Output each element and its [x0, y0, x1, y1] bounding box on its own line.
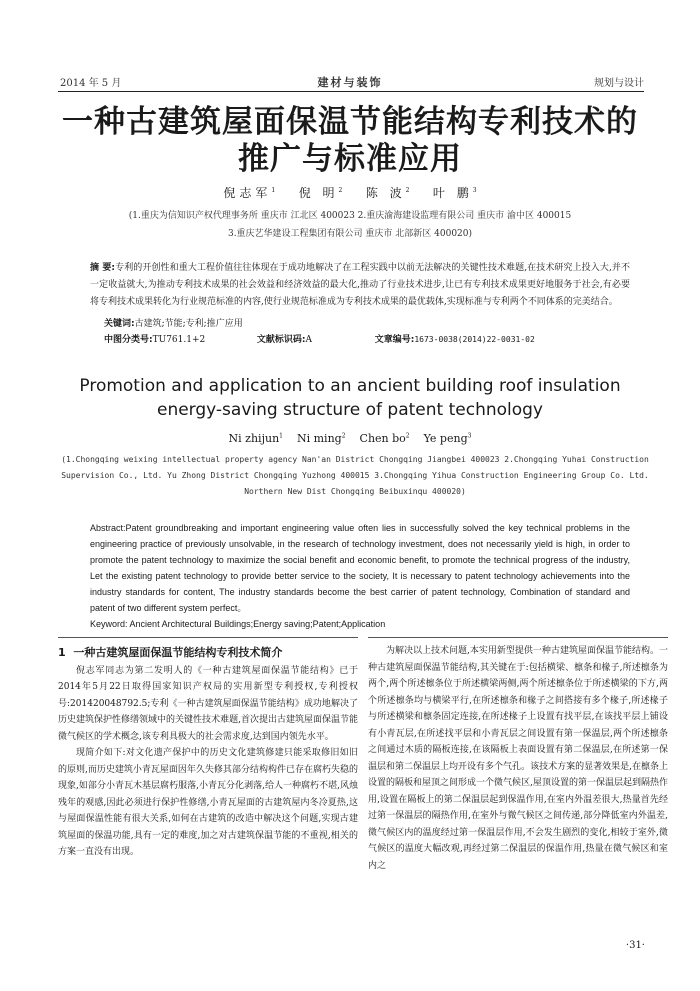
- authors-en: [0, 432, 700, 445]
- header-journal: 建材与装饰: [317, 76, 383, 89]
- body-paragraph: 现简介如下:对文化遗产保护中的历史文化建筑修建只能采取修旧如旧的原则,而历史建筑小青瓦屋面因年久失修其部分结构构件已存在腐朽失稳的现象,如部分小青瓦木基层腐朽服落,小青瓦分化剥落,给人一种腐朽不堪,风烛残年的观感,因此必须进行保护性修缮,小青瓦屋面的古建筑屋内冬冷夏热,这与屋面保温性能有很大关系,如何在古建筑的改造中解决这个问题,实现古建筑屋面的保温功能,具有一定的难度,加之对古建筑保温节能的不重视,相关的方案一直没有出现。: [58, 748, 358, 857]
- author-cn: 陈 波$^2$: [365, 186, 410, 200]
- author-en: Ye peng$^3$: [423, 432, 472, 445]
- keywords-en: Keyword: Ancient Architectural Buildings;Energy saving;Patent;Application: [90, 619, 386, 629]
- author-cn: 叶 鹏$^3$: [432, 186, 477, 200]
- title-cn-line2: 推广与标准应用: [238, 141, 462, 177]
- author-en: Ni zhijun$^1$: [228, 432, 283, 445]
- page-number: ·31·: [625, 940, 645, 951]
- right-column: [368, 643, 668, 888]
- classification-row: [104, 332, 624, 345]
- body-paragraph: 为解决以上技术问题,本实用新型提供一种古建筑屋面保温节能结构。一种古建筑屋面保温节能结构,其关键在于:包括横梁、檩条和椽子,所述檩条为两个,两个所述檩条位于所述横梁两侧,两个所述檩条位于所述横梁的下方,两个所述檩条均与横梁平行,在所述檩条和椽子之间搭接有多个椽子,所述椽子与所述横梁和檩条固定连接,在所述椽子上设置有找平层,在该找平层上铺设有小青瓦层,在所述找平层和小青瓦层之间设置有第一保温层,两个所述檩条之间通过木质的隔板连接,在该隔板上表面设置有第二保温层,在所述第一保温层和第二保温层上均开设有多个气孔。该技术方案的显著效果是,在檩条上设置的隔板和屋顶之间形成一个微气候区,屋顶设置的第一保温层起到隔热作用,设置在隔板上的第二保温层起到保温作用,在室内外温差很大,热量首先经过第一保温层的隔热作用,在室外与微气候区之间传递,部分降低室内外温差,微气候区内的温度经过第一保温层作用,不会发生剧烈的变化,相较于室外,微气候区的温度大幅改观,再经过第二保温层的保温作用,热量在微气候区和室内之: [368, 646, 668, 871]
- right-column-rule: [368, 637, 668, 638]
- author-cn: 倪志军$^1$: [223, 186, 276, 200]
- title-en-line2: energy-saving structure of patent technology: [156, 400, 543, 420]
- left-column: [58, 645, 358, 861]
- classification: 中图分类号:TU761.1+2: [104, 335, 206, 345]
- paper-title-en: [40, 374, 660, 422]
- keywords-cn-label: 关键词:: [104, 319, 135, 329]
- affiliation-cn-line2: 3.重庆艺华建设工程集团有限公司 重庆市 北部新区 400020): [227, 229, 473, 239]
- author-en: Chen $bo^2$: [359, 432, 410, 445]
- abstract-en-label: Abstract:: [90, 523, 126, 533]
- affiliation-en-line3: Northern New Dist Chongqing Beibuxinqu 400020): [244, 487, 466, 496]
- abstract-en: [90, 520, 630, 632]
- keywords-cn-text: 古建筑;节能;专利;推广应用: [134, 319, 243, 329]
- doc-code: 文献标识码:A: [256, 335, 312, 345]
- left-column-rule: [58, 637, 358, 638]
- affiliation-en-line1: (1.Chongqing weixing intellectual property agency Nan'an District Chongqing Jiangbei 400023 2.Chongqing Yuhai Construction: [61, 455, 649, 464]
- affiliation-en-line2: Supervision Co., Ltd. Yu Zhong District Chongqing Yuzhong 400015 3.Chongqing Yihua Construction Engineering Group Co. Ltd.: [61, 471, 649, 480]
- body-paragraph: 倪志军同志为第二发明人的《一种古建筑屋面保温节能结构》已于2014年5月22日取得国家知识产权局的实用新型专利授权,专利授权号:201420048792.5;专利《一种古建筑屋面保温节能结构》成功地解决了历史建筑保护性修缮领域中的关键性技术难题,首次提出古建筑屋面保温节能微气候区的学术概念,该专利具极大的社会需求度,达到国内领先水平。: [58, 665, 358, 742]
- title-en-line1: Promotion and application to an ancient building roof insulation: [79, 376, 621, 396]
- author-en: Ni ming$^2$: [296, 432, 346, 445]
- abstract-cn-text: 专利的开创性和重大工程价值往往体现在于成功地解决了在工程实践中以前无法解决的关键性技术难题,在技术研究上投入大,并不一定收益就大,为推动专利技术成果的社会效益和经济效益的最大化,推动了行业技术进步,让已有专利技术成果更好地服务于社会,有必要将专利技术成果转化为行业规范标准的内容,使行业规范标准成为专利技术成果的最优载体,实现标准与专利两个不同体系的完美结合。: [90, 263, 630, 307]
- header-rule: [58, 91, 644, 92]
- affiliations-en: [60, 452, 650, 500]
- author-cn: 倪 明$^2$: [298, 186, 343, 200]
- abstract-cn-label: 摘 要:: [90, 263, 116, 273]
- article-number: 文章编号:1673-0038(2014)22-0031-02: [374, 335, 535, 345]
- affiliation-cn-line1: (1.重庆为信知识产权代理事务所 重庆市 江北区 400023 2.重庆渝海建设监理有限公司 重庆市 渝中区 400015: [128, 211, 572, 221]
- keywords-cn: [104, 316, 243, 329]
- abstract-cn: [90, 260, 630, 311]
- abstract-en-text: Patent groundbreaking and important engineering value often lies in successfully solved the key technical problems in the engineering practice of previously unsolvable, in the research of technology investment, does not necessarily yield is high, in order to promote the patent technology to maximize the social benefit and economic benefit, to promote the technical progress of the industry, Let the existing patent technology to provide better service to the society, It is necessary to patent technology achievements into the industry standards for content, The industry standards become the best carrier of patent technology, Combination of standard and patent of two different system perfect。: [90, 523, 630, 613]
- title-cn-line1: 一种古建筑屋面保温节能结构专利技术的: [62, 104, 638, 140]
- header-section: 规划与设计: [594, 78, 644, 89]
- header-date: 2014 年 5 月: [60, 78, 122, 89]
- paper-title-cn: [50, 104, 650, 178]
- section-heading: 1 一种古建筑屋面保温节能结构专利技术简介: [58, 646, 283, 659]
- authors-cn: [0, 184, 700, 201]
